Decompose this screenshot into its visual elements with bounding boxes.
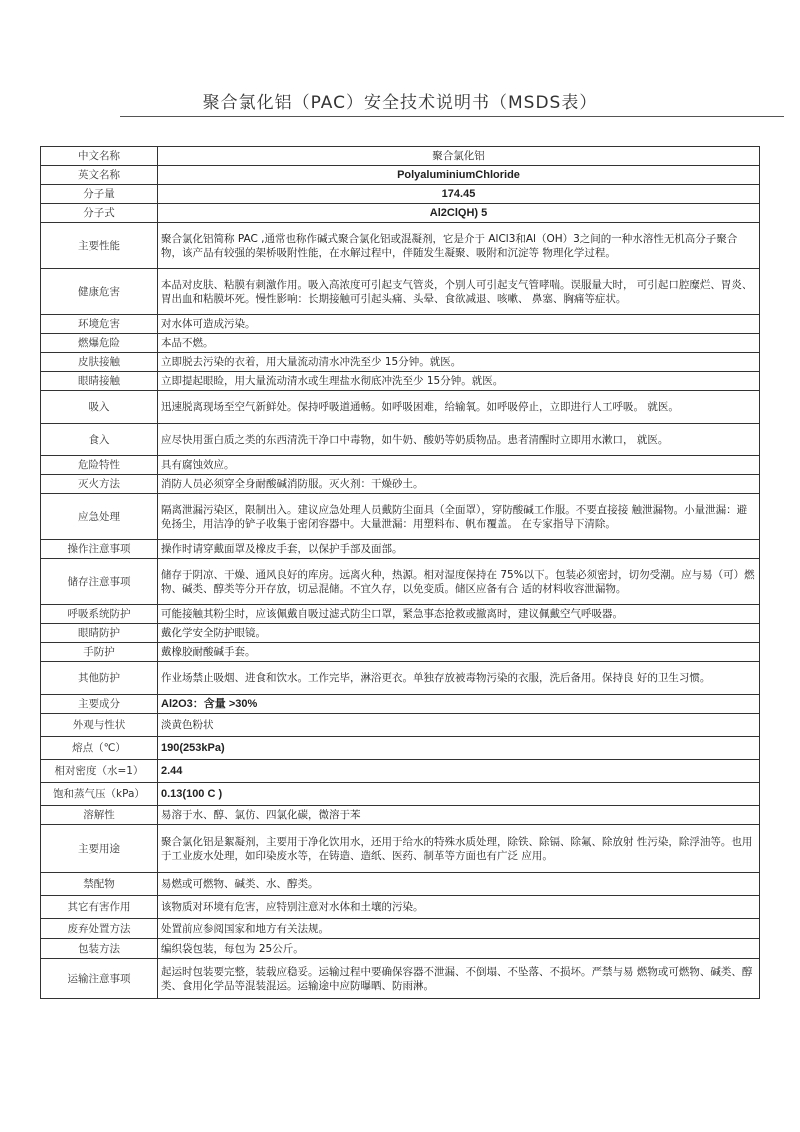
table-row bbox=[41, 624, 760, 643]
row-value: 淡黄色粉状 bbox=[158, 714, 760, 737]
table-row bbox=[41, 147, 760, 166]
table-row bbox=[41, 185, 760, 204]
row-value: 聚合氯化铝是絮凝剂，主要用于净化饮用水，还用于给水的特殊水质处理，除铁、除镉、除氟、除放射 性污染，除浮油等。也用于工业废水处理，如印染废水等，在铸造、造纸、医药、制革等方面也有广泛 应用。 bbox=[158, 825, 760, 873]
row-label: 溶解性 bbox=[41, 806, 158, 825]
table-row bbox=[41, 204, 760, 223]
table-row bbox=[41, 223, 760, 269]
row-label: 灭火方法 bbox=[41, 475, 158, 494]
table-row bbox=[41, 806, 760, 825]
table-row bbox=[41, 605, 760, 624]
row-label: 食入 bbox=[41, 424, 158, 456]
document-title: 聚合氯化铝（PAC）安全技术说明书（MSDS表） bbox=[202, 93, 598, 113]
table-row bbox=[41, 760, 760, 783]
table-row bbox=[41, 939, 760, 959]
row-value: Al2ClQH) 5 bbox=[158, 204, 760, 223]
row-label: 呼吸系统防护 bbox=[41, 605, 158, 624]
table-row bbox=[41, 334, 760, 353]
row-value: 迅速脱离现场至空气新鲜处。保持呼吸道通畅。如呼吸困难，给输氧。如呼吸停止，立即进行人工呼吸。 就医。 bbox=[158, 391, 760, 424]
table-row bbox=[41, 269, 760, 315]
table-row bbox=[41, 662, 760, 695]
table-row bbox=[41, 372, 760, 391]
row-label: 主要用途 bbox=[41, 825, 158, 873]
row-value: 戴化学安全防护眼镜。 bbox=[158, 624, 760, 643]
table-row bbox=[41, 714, 760, 737]
row-value: 2.44 bbox=[158, 760, 760, 783]
row-value: 处置前应参阅国家和地方有关法规。 bbox=[158, 919, 760, 939]
row-label: 主要性能 bbox=[41, 223, 158, 269]
row-label: 废弃处置方法 bbox=[41, 919, 158, 939]
row-value: 本品不燃。 bbox=[158, 334, 760, 353]
table-row bbox=[41, 783, 760, 806]
row-label: 中文名称 bbox=[41, 147, 158, 166]
row-value: 本品对皮肤、粘膜有刺激作用。吸入高浓度可引起支气管炎，个别人可引起支气管哮喘。误服量大时， 可引起口腔糜烂、胃炎、胃出血和粘膜坏死。慢性影响：长期接触可引起头痛、头晕、食欲减退、咳嗽、 鼻塞、胸痛等症状。 bbox=[158, 269, 760, 315]
row-value: PolyaluminiumChloride bbox=[158, 166, 760, 185]
row-value: 起运时包装要完整，装载应稳妥。运输过程中要确保容器不泄漏、不倒塌、不坠落、不损坏。严禁与易 燃物或可燃物、碱类、醇类、食用化学品等混装混运。运输途中应防曝晒、防雨淋。 bbox=[158, 959, 760, 999]
table-row bbox=[41, 424, 760, 456]
row-value: 隔离泄漏污染区，限制出入。建议应急处理人员戴防尘面具（全面罩），穿防酸碱工作服。不要直接接 触泄漏物。小量泄漏：避免扬尘，用洁净的铲子收集于密闭容器中。大量泄漏：用塑料布、帆布覆盖。 在专家指导下清除。 bbox=[158, 494, 760, 540]
row-value: 该物质对环境有危害，应特别注意对水体和土壤的污染。 bbox=[158, 896, 760, 919]
row-label: 外观与性状 bbox=[41, 714, 158, 737]
row-label: 英文名称 bbox=[41, 166, 158, 185]
table-row bbox=[41, 475, 760, 494]
table-row bbox=[41, 494, 760, 540]
table-row bbox=[41, 959, 760, 999]
table-row bbox=[41, 896, 760, 919]
table-row bbox=[41, 559, 760, 605]
table-row bbox=[41, 456, 760, 475]
msds-table bbox=[40, 146, 760, 999]
row-value: 对水体可造成污染。 bbox=[158, 315, 760, 334]
row-label: 熔点（℃） bbox=[41, 737, 158, 760]
row-value: 立即脱去污染的衣着，用大量流动清水冲洗至少 15分钟。就医。 bbox=[158, 353, 760, 372]
table-row bbox=[41, 695, 760, 714]
row-value: 174.45 bbox=[158, 185, 760, 204]
table-row bbox=[41, 737, 760, 760]
row-value: 消防人员必须穿全身耐酸碱消防服。灭火剂：干燥砂土。 bbox=[158, 475, 760, 494]
row-label: 主要成分 bbox=[41, 695, 158, 714]
row-label: 眼睛接触 bbox=[41, 372, 158, 391]
row-value: 立即提起眼睑，用大量流动清水或生理盐水彻底冲洗至少 15分钟。就医。 bbox=[158, 372, 760, 391]
row-label: 燃爆危险 bbox=[41, 334, 158, 353]
row-value: 具有腐蚀效应。 bbox=[158, 456, 760, 475]
row-label: 分子量 bbox=[41, 185, 158, 204]
row-value: 作业场禁止吸烟、进食和饮水。工作完毕，淋浴更衣。单独存放被毒物污染的衣服，洗后备用。保持良 好的卫生习惯。 bbox=[158, 662, 760, 695]
row-value: 易溶于水、醇、氯仿、四氯化碳，微溶于苯 bbox=[158, 806, 760, 825]
row-label: 禁配物 bbox=[41, 873, 158, 896]
row-value: 操作时请穿戴面罩及橡皮手套，以保护手部及面部。 bbox=[158, 540, 760, 559]
table-row bbox=[41, 825, 760, 873]
row-label: 吸入 bbox=[41, 391, 158, 424]
row-value: 编织袋包装，每包为 25公斤。 bbox=[158, 939, 760, 959]
row-label: 相对密度（水=1） bbox=[41, 760, 158, 783]
table-row bbox=[41, 166, 760, 185]
row-label: 皮肤接触 bbox=[41, 353, 158, 372]
row-label: 运输注意事项 bbox=[41, 959, 158, 999]
row-label: 环境危害 bbox=[41, 315, 158, 334]
table-row bbox=[41, 643, 760, 662]
row-value: 聚合氯化铝简称 PAC ,通常也称作碱式聚合氯化铝或混凝剂，它是介于 AlCl3和Al（OH）3之间的一种水溶性无机高分子聚合物，该产品有较强的架桥吸附性能，在水解过程中，伴随发生凝聚、吸附和沉淀等 物理化学过程。 bbox=[158, 223, 760, 269]
row-value: 可能接触其粉尘时，应该佩戴自吸过滤式防尘口罩，紧急事态抢救或撤离时，建议佩戴空气呼吸器。 bbox=[158, 605, 760, 624]
row-label: 包装方法 bbox=[41, 939, 158, 959]
table-row bbox=[41, 919, 760, 939]
title-underline bbox=[120, 116, 784, 117]
row-label: 操作注意事项 bbox=[41, 540, 158, 559]
row-label: 储存注意事项 bbox=[41, 559, 158, 605]
row-label: 其他防护 bbox=[41, 662, 158, 695]
row-value: 190(253kPa) bbox=[158, 737, 760, 760]
row-label: 手防护 bbox=[41, 643, 158, 662]
table-row bbox=[41, 873, 760, 896]
row-value: 聚合氯化铝 bbox=[158, 147, 760, 166]
row-label: 饱和蒸气压（kPa） bbox=[41, 783, 158, 806]
row-label: 应急处理 bbox=[41, 494, 158, 540]
table-row bbox=[41, 353, 760, 372]
table-row bbox=[41, 540, 760, 559]
row-value: 戴橡胶耐酸碱手套。 bbox=[158, 643, 760, 662]
row-label: 分子式 bbox=[41, 204, 158, 223]
row-value: 应尽快用蛋白质之类的东西清洗干净口中毒物，如牛奶、酸奶等奶质物品。患者清醒时立即用水漱口， 就医。 bbox=[158, 424, 760, 456]
table-row bbox=[41, 315, 760, 334]
row-label: 其它有害作用 bbox=[41, 896, 158, 919]
row-label: 健康危害 bbox=[41, 269, 158, 315]
row-label: 眼睛防护 bbox=[41, 624, 158, 643]
row-label: 危险特性 bbox=[41, 456, 158, 475]
row-value: 易燃或可燃物、碱类、水、醇类。 bbox=[158, 873, 760, 896]
table-row bbox=[41, 391, 760, 424]
row-value: 0.13(100 C ) bbox=[158, 783, 760, 806]
row-value: Al2O3：含量 >30% bbox=[158, 695, 760, 714]
row-value: 储存于阴凉、干燥、通风良好的库房。远离火种，热源。相对湿度保持在 75%以下。包装必须密封，切勿受潮。应与易（可）燃物、碱类、醇类等分开存放，切忌混储。不宜久存，以免变质。储区应备有合 适的材料收容泄漏物。 bbox=[158, 559, 760, 605]
